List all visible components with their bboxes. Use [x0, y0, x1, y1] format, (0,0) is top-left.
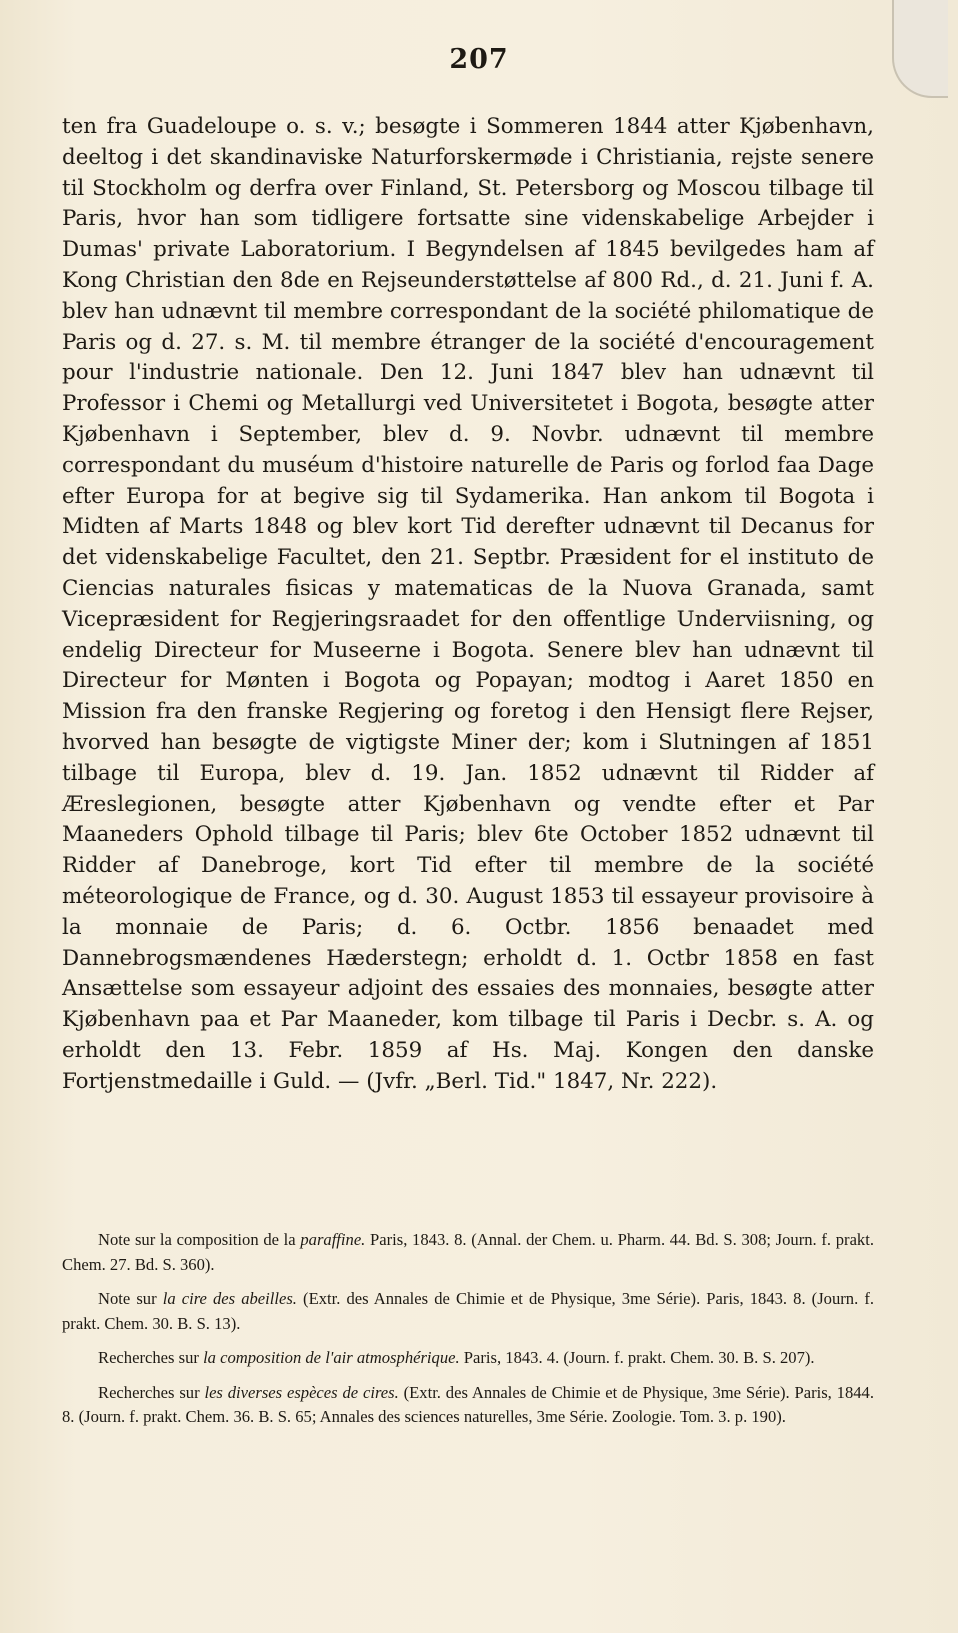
entry-details: (Extr. des Annales de Chimie et de Physique, 3me Série). Paris, 1843. 8. (Journ. f. prakt. Chem. 30. B. S. 13).	[62, 1289, 874, 1333]
entry-details: Paris, 1843. 8. (Annal. der Chem. u. Pharm. 44. Bd. S. 308; Journ. f. prakt. Chem. 27. Bd. S. 360).	[62, 1230, 874, 1274]
entry-title: la cire des abeilles.	[162, 1289, 297, 1308]
entry-prefix: Note sur la composition de la	[98, 1230, 301, 1249]
entry-details: (Extr. des Annales de Chimie et de Physique, 3me Série). Paris, 1844. 8. (Journ. f. prakt. Chem. 36. B. S. 65; Annales des sciences naturelles, 3me Série. Zoologie. Tom. 3. p. 190).	[62, 1382, 874, 1426]
entry-prefix: Recherches sur	[98, 1348, 204, 1367]
bibliography-entry	[62, 1228, 874, 1277]
entry-prefix: Note sur	[98, 1289, 163, 1308]
page-number: 207	[449, 44, 509, 75]
body-paragraph: ten fra Guadeloupe o. s. v.; besøgte i Sommeren 1844 atter Kjøbenhavn, deeltog i det skandinaviske Naturforskermøde i Christiania, rejste senere til Stockholm og derfra over Finland, St. Petersborg og Moscou tilbage til Paris, hvor han som tidligere fortsatte sine videnskabelige Arbejder i Dumas' private Laboratorium. I Begyndelsen af 1845 bevilgedes ham af Kong Christian den 8de en Rejseunderstøttelse af 800 Rd., d. 21. Juni f. A. blev han udnævnt til membre correspondant de la société philomatique de Paris og d. 27. s. M. til membre étranger de la société d'encouragement pour l'industrie nationale. Den 12. Juni 1847 blev han udnævnt til Professor i Chemi og Metallurgi ved Universitetet i Bogota, besøgte atter Kjøbenhavn i September, blev d. 9. Novbr. udnævnt til membre correspondant du muséum d'histoire naturelle de Paris og forlod faa Dage efter Europa for at begive sig til Sydamerika. Han ankom til Bogota i Midten af Marts 1848 og blev kort Tid derefter udnævnt til Decanus for det videnskabelige Facultet, den 21. Septbr. Præsident for el instituto de Ciencias naturales fisicas y matematicas de la Nuova Granada, samt Vicepræsident for Regjeringsraadet for den offentlige Underviisning, og endelig Directeur for Museerne i Bogota. Senere blev han udnævnt til Directeur for Mønten i Bogota og Popayan; modtog i Aaret 1850 en Mission fra den franske Regjering og foretog i den Hensigt flere Rejser, hvorved han besøgte de vigtigste Miner der; kom i Slutningen af 1851 tilbage til Europa, blev d. 19. Jan. 1852 udnævnt til Ridder af Æreslegionen, besøgte atter Kjøbenhavn og vendte efter et Par Maaneders Ophold tilbage til Paris; blev 6te October 1852 udnævnt til Ridder af Danebroge, kort Tid efter til membre de la société méteorologique de France, og d. 30. August 1853 til essayeur provisoire à la monnaie de Paris; d. 6. Octbr. 1856 benaadet med Dannebrogsmændenes Hæderstegn; erholdt d. 1. Octbr 1858 en fast Ansættelse som essayeur adjoint des essaies des monnaies, besøgte atter Kjøbenhavn paa et Par Maaneder, kom tilbage til Paris i Decbr. s. A. og erholdt den 13. Febr. 1859 af Hs. Maj. Kongen den danske Fortjenstmedaille i Guld. — (Jvfr. „Berl. Tid." 1847, Nr. 222).	[62, 114, 874, 1094]
entry-title: la composition de l'air atmosphérique.	[203, 1348, 460, 1367]
entry-title: les diverses espèces de cires.	[204, 1382, 399, 1402]
bibliography-entry	[62, 1287, 874, 1336]
entry-title: paraffine.	[300, 1230, 366, 1249]
bibliography-entry	[62, 1346, 874, 1371]
bibliography-entry	[62, 1381, 874, 1430]
entry-prefix: Recherches sur	[98, 1382, 205, 1402]
bibliography-notes	[62, 1228, 874, 1440]
entry-details: Paris, 1843. 4. (Journ. f. prakt. Chem. 30. B. S. 207).	[459, 1348, 815, 1367]
